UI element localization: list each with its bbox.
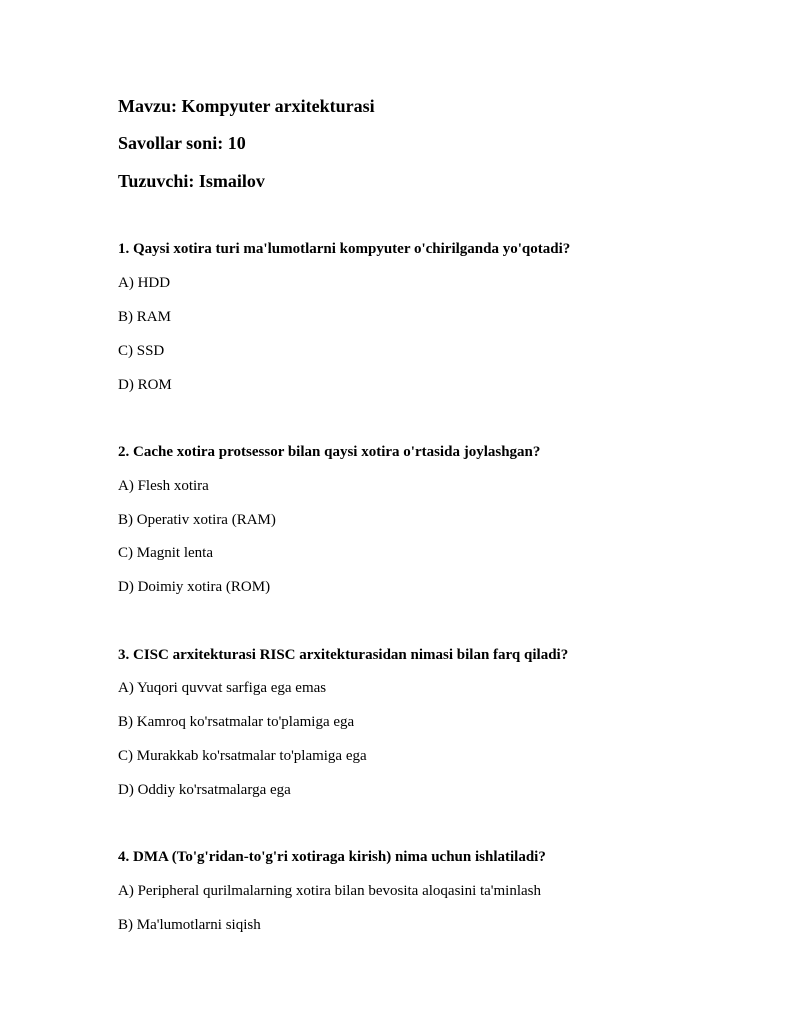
question-2: 2. Cache xotira protsessor bilan qaysi xotira o'rtasida joylashgan? [118, 444, 541, 460]
option-2b: B) Operativ xotira (RAM) [118, 512, 276, 528]
author-heading: Tuzuvchi: Ismailov [118, 171, 265, 191]
option-2c: C) Magnit lenta [118, 545, 213, 561]
option-1a: A) HDD [118, 275, 171, 291]
option-3a: A) Yuqori quvvat sarfiga ega emas [118, 680, 327, 696]
option-2d: D) Doimiy xotira (ROM) [118, 579, 271, 595]
option-2a: A) Flesh xotira [118, 478, 209, 494]
option-4a: A) Peripheral qurilmalarning xotira bilan bevosita aloqasini ta'minlash [118, 883, 542, 899]
option-1d: D) ROM [118, 377, 172, 393]
option-1c: C) SSD [118, 343, 165, 359]
option-4b: B) Ma'lumotlarni siqish [118, 917, 261, 933]
option-3b: B) Kamroq ko'rsatmalar to'plamiga ega [118, 714, 355, 730]
question-4: 4. DMA (To'g'ridan-to'g'ri xotiraga kirish) nima uchun ishlatiladi? [118, 849, 546, 865]
question-1: 1. Qaysi xotira turi ma'lumotlarni kompyuter o'chirilganda yo'qotadi? [118, 241, 571, 257]
question-3: 3. CISC arxitekturasi RISC arxitekturasidan nimasi bilan farq qiladi? [118, 647, 569, 663]
option-3d: D) Oddiy ko'rsatmalarga ega [118, 782, 291, 798]
option-1b: B) RAM [118, 309, 171, 325]
option-3c: C) Murakkab ko'rsatmalar to'plamiga ega [118, 748, 367, 764]
topic-heading: Mavzu: Kompyuter arxitekturasi [118, 96, 375, 116]
question-count-heading: Savollar soni: 10 [118, 133, 246, 153]
